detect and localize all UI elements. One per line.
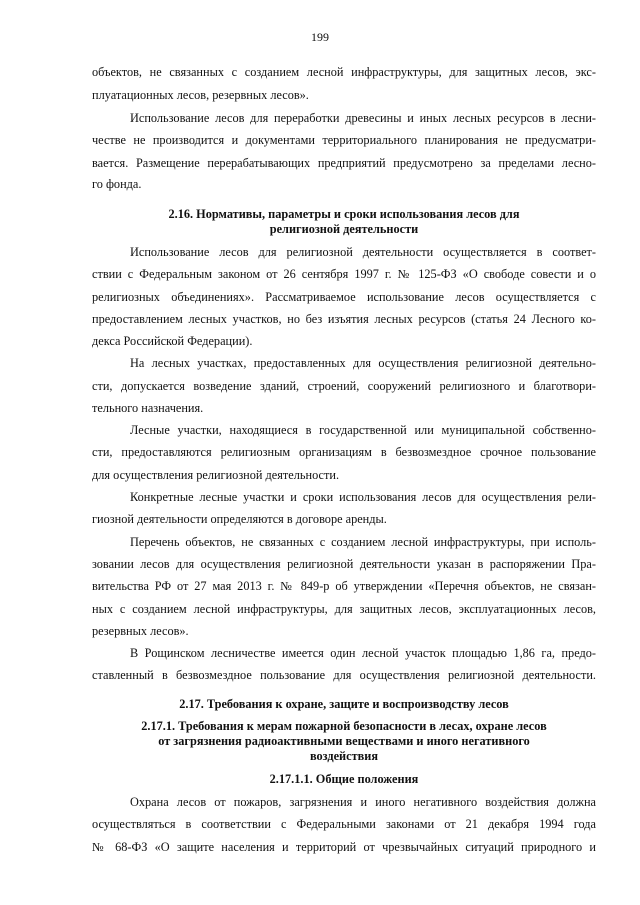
text-line: для осуществления религиозной деятельности.: [92, 468, 340, 482]
text-line: резервных лесов».: [92, 624, 189, 638]
section-heading: 2.16. Нормативы, параметры и сроки использования лесов для: [168, 207, 520, 221]
text-line: го фонда.: [92, 177, 142, 191]
text-line: объектов, не связанных с созданием лесной инфраструктуры, для защитных лесов, экс-: [92, 65, 596, 79]
text-line: тельного назначения.: [92, 401, 204, 415]
text-line: плуатационных лесов, резервных лесов».: [92, 88, 309, 102]
subsection-heading: воздействия: [309, 749, 379, 763]
text-line: декса Российской Федерации).: [92, 334, 253, 348]
text-line: № 68-ФЗ «О защите населения и территорий от чрезвычайных ситуаций природного и: [92, 840, 596, 854]
text-line: предоставлением лесных участков, но без изъятия лесных ресурсов (статья 24 Лесного ко-: [92, 312, 596, 326]
text-line: Использование лесов для религиозной деятельности осуществляется в соответ-: [130, 245, 596, 259]
text-line: Перечень объектов, не связанных с созданием лесной инфраструктуры, при исполь-: [130, 535, 596, 549]
subsubsection-heading: 2.17.1.1. Общие положения: [269, 772, 419, 786]
text-line: Использование лесов для переработки древесины и иных лесных ресурсов в лесни-: [130, 111, 596, 125]
text-line: Конкретные лесные участки и сроки использования лесов для осуществления рели-: [130, 490, 596, 504]
text-line: вительства РФ от 27 мая 2013 г. № 849-р об утверждении «Перечня объектов, не связан-: [92, 579, 596, 593]
text-line: Лесные участки, находящиеся в государственной или муниципальной собственно-: [130, 423, 596, 437]
subsection-heading: от загрязнения радиоактивными веществами и иного негативного: [158, 734, 530, 748]
text-line: На лесных участках, предоставленных для осуществления религиозной деятельно-: [130, 356, 596, 370]
text-line: вается. Размещение перерабатывающих предприятий предусмотрено за пределами лесно-: [92, 156, 596, 170]
page-number: 199: [311, 30, 329, 44]
text-line: честве не производится и документами территориального планирования не предусматри-: [92, 133, 596, 147]
text-line: гиозной деятельности определяются в договоре аренды.: [92, 512, 387, 526]
text-line: сти, предоставляются религиозным организациям в безвозмездное срочное пользование: [92, 445, 596, 459]
text-line: ных с созданием лесной инфраструктуры, для защитных лесов, эксплуатационных лесов,: [92, 602, 596, 616]
text-line: ствии с Федеральным законом от 26 сентября 1997 г. № 125-ФЗ «О свободе совести и о: [92, 267, 596, 281]
text-line: ставленный в безвозмездное пользование для осуществления религиозной деятельности.: [92, 668, 596, 682]
text-line: религиозных объединениях». Рассматриваемое использование лесов осуществляется с: [92, 290, 596, 304]
text-line: В Рощинском лесничестве имеется один лесной участок площадью 1,86 га, предо-: [130, 646, 596, 660]
subsection-heading: 2.17.1. Требования к мерам пожарной безопасности в лесах, охране лесов: [141, 719, 547, 733]
text-line: Охрана лесов от пожаров, загрязнения и иного негативного воздействия должна: [130, 795, 596, 809]
section-heading: 2.17. Требования к охране, защите и воспроизводству лесов: [179, 697, 509, 711]
section-heading: религиозной деятельности: [269, 222, 419, 236]
text-line: зовании лесов для осуществления религиозной деятельности указан в распоряжении Пра-: [92, 557, 596, 571]
text-line: осуществляться в соответствии с Федеральными законами от 21 декабря 1994 года: [92, 817, 596, 831]
text-line: сти, допускается возведение зданий, строений, сооружений религиозного и благотвори-: [92, 379, 596, 393]
